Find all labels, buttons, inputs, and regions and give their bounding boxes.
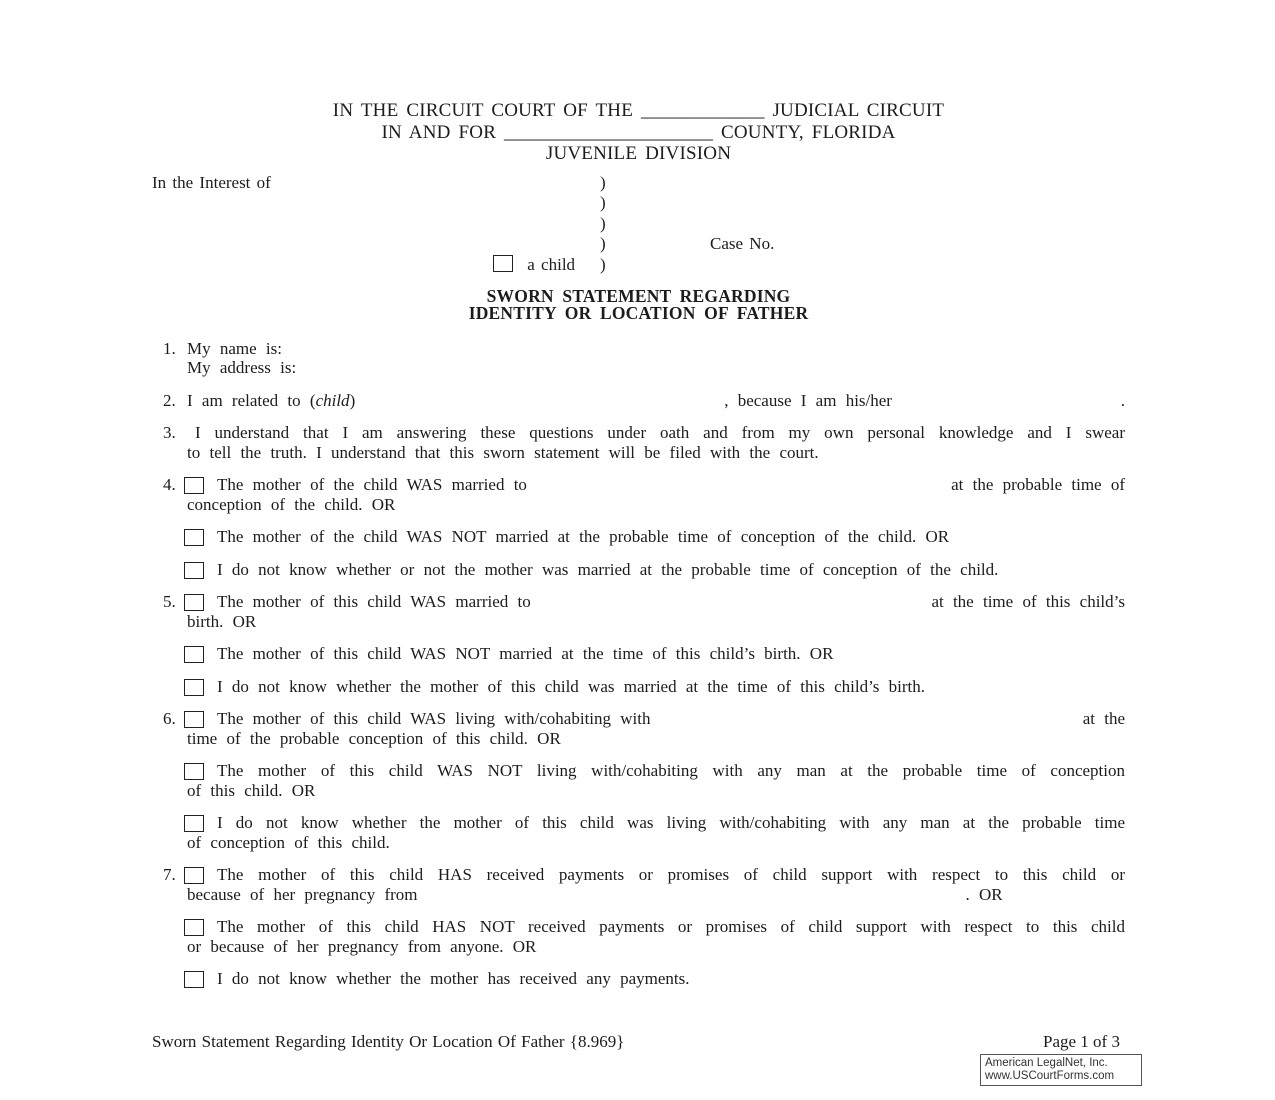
my-name-label: My name is:	[187, 338, 282, 358]
item-2	[152, 391, 1125, 411]
option-text: The mother of this child HAS NOT received payments or promises of child support with respect to this child	[217, 917, 1125, 936]
option-text: I do not know whether or not the mother was married at the probable time of conception of the child.	[217, 559, 999, 579]
case-number-label: Case No.	[710, 234, 775, 253]
caption-paren: )	[600, 193, 606, 212]
option-text-continued: of conception of this child.	[187, 832, 390, 852]
document-title-line-2: IDENTITY OR LOCATION OF FATHER	[468, 302, 809, 323]
husband-name-blank[interactable]	[531, 592, 932, 612]
footer-form-title: Sworn Statement Regarding Identity Or Location Of Father {8.969}	[152, 1032, 625, 1051]
legalnet-branding-box	[980, 1054, 1142, 1086]
option-text: The mother of this child WAS married to	[217, 592, 531, 611]
item-5-was-not-married-checkbox[interactable]	[184, 646, 204, 663]
caption-paren: )	[600, 234, 606, 253]
oath-statement-line-2: to tell the truth. I understand that this sworn statement will be filed with the court.	[187, 442, 819, 462]
page-number: Page 1 of 3	[1043, 1032, 1120, 1051]
item-1-number: 1.	[163, 338, 176, 358]
item-6-was-cohabiting-checkbox[interactable]	[184, 711, 204, 728]
item-5-number: 5.	[163, 592, 176, 611]
item-3-number: 3.	[163, 423, 176, 442]
option-text-continued: because of her pregnancy from . OR	[187, 884, 1003, 904]
item-6-do-not-know-checkbox[interactable]	[184, 815, 204, 832]
item-4-option-was-married	[163, 475, 1125, 514]
item-4-number: 4.	[163, 475, 176, 494]
item-7-has-not-received-checkbox[interactable]	[184, 919, 204, 936]
husband-name-blank[interactable]	[527, 475, 951, 495]
item-6-option-do-not-know	[187, 813, 1125, 852]
division-label: JUVENILE DIVISION	[545, 143, 732, 164]
item-4-do-not-know-checkbox[interactable]	[184, 562, 204, 579]
option-text: The mother of this child WAS living with/cohabiting with	[217, 709, 651, 728]
item-5-option-do-not-know	[187, 677, 1125, 697]
court-header-line-2-suffix: COUNTY, FLORIDA	[720, 121, 896, 143]
option-text: The mother of this child WAS NOT living with/cohabiting with any man at the probable time of conception	[217, 761, 1125, 780]
child-italic: child	[315, 390, 350, 410]
sentence-period: .	[1120, 390, 1125, 410]
item-5-option-was-not-married	[187, 644, 1125, 664]
item-5-do-not-know-checkbox[interactable]	[184, 679, 204, 696]
option-text-tail: at the probable time of	[951, 475, 1125, 494]
caption-paren: )	[600, 254, 606, 274]
item-4-was-married-checkbox[interactable]	[184, 477, 204, 494]
item-2-number: 2.	[163, 390, 176, 410]
item-1	[152, 339, 1125, 378]
option-text-continued: or because of her pregnancy from anyone. OR	[187, 936, 537, 956]
court-header-line-1-text: IN THE CIRCUIT COURT OF THE	[332, 100, 634, 121]
my-address-label: My address is:	[187, 358, 297, 377]
item-7-option-do-not-know	[187, 969, 1125, 989]
a-child-label: a child	[527, 254, 576, 274]
cohabitant-name-blank[interactable]	[650, 709, 1082, 729]
item-6	[152, 709, 1125, 852]
item-4	[152, 475, 1125, 579]
option-text: I do not know whether the mother of this child was married at the time of this child’s birth.	[217, 676, 926, 696]
because-i-am-label: , because I am his/her	[724, 390, 892, 410]
item-5-was-married-checkbox[interactable]	[184, 594, 204, 611]
item-6-was-not-cohabiting-checkbox[interactable]	[184, 763, 204, 780]
legalnet-company-name: American LegalNet, Inc.	[985, 1057, 1108, 1069]
in-the-interest-of-label: In the Interest of	[152, 172, 271, 192]
item-7-option-has-received	[163, 865, 1125, 904]
option-text-tail: at the	[1082, 709, 1125, 728]
item-6-option-was-cohabiting	[163, 709, 1125, 748]
option-text-tail: at the time of this child’s	[931, 592, 1125, 611]
option-text-continued: of this child. OR	[187, 780, 316, 800]
caption-paren: )	[600, 172, 606, 192]
court-header-line-1	[152, 100, 1125, 122]
caption-paren: )	[600, 213, 606, 233]
a-child-checkbox[interactable]	[493, 255, 513, 272]
child-name-blank[interactable]	[355, 391, 724, 411]
option-text: The mother of this child HAS received payments or promises of child support with respect to this child or	[217, 865, 1125, 884]
relationship-blank[interactable]	[892, 391, 1121, 411]
item-5	[152, 592, 1125, 696]
option-text-continued: time of the probable conception of this child. OR	[187, 728, 561, 748]
option-text: The mother of the child WAS married to	[217, 475, 527, 494]
item-7	[152, 865, 1125, 989]
case-caption	[152, 173, 1125, 274]
item-6-option-was-not-cohabiting	[187, 761, 1125, 800]
document-title-line-1: SWORN STATEMENT REGARDING	[486, 285, 791, 306]
court-header-line-2	[152, 122, 1125, 144]
option-text: I do not know whether the mother of this child was living with/cohabiting with any man at the probable time	[217, 813, 1125, 832]
item-4-was-not-married-checkbox[interactable]	[184, 529, 204, 546]
item-5-option-was-married	[163, 592, 1125, 631]
option-text-continued: conception of the child. OR	[187, 494, 396, 514]
option-text: The mother of the child WAS NOT married at the probable time of conception of the child. OR	[217, 527, 950, 546]
court-header-line-2-text: IN AND FOR	[381, 121, 497, 143]
item-7-option-has-not-received	[187, 917, 1125, 956]
option-text: The mother of this child WAS NOT married at the time of this child’s birth. OR	[217, 644, 834, 663]
judicial-circuit-blank[interactable]: _____________	[640, 100, 765, 121]
item-7-has-received-checkbox[interactable]	[184, 867, 204, 884]
a-child-row	[493, 255, 575, 275]
document-title	[152, 285, 1125, 323]
item-6-number: 6.	[163, 709, 176, 728]
court-header-line-1-suffix: JUDICIAL CIRCUIT	[772, 100, 945, 121]
option-text: I do not know whether the mother has received any payments.	[217, 969, 690, 988]
item-3	[152, 423, 1125, 462]
item-4-option-was-not-married	[187, 527, 1125, 547]
oath-statement-line-1: I understand that I am answering these questions under oath and from my own personal knowledge and I swear	[195, 423, 1125, 442]
legalnet-website: www.USCourtForms.com	[985, 1070, 1115, 1082]
option-text-continued: birth. OR	[187, 611, 257, 631]
item-7-number: 7.	[163, 865, 176, 884]
county-blank[interactable]: ______________________	[504, 121, 714, 143]
court-header	[152, 100, 1125, 165]
related-to-label: I am related to (child)	[187, 390, 356, 410]
item-7-do-not-know-checkbox[interactable]	[184, 971, 204, 988]
item-4-option-do-not-know	[187, 560, 1125, 580]
